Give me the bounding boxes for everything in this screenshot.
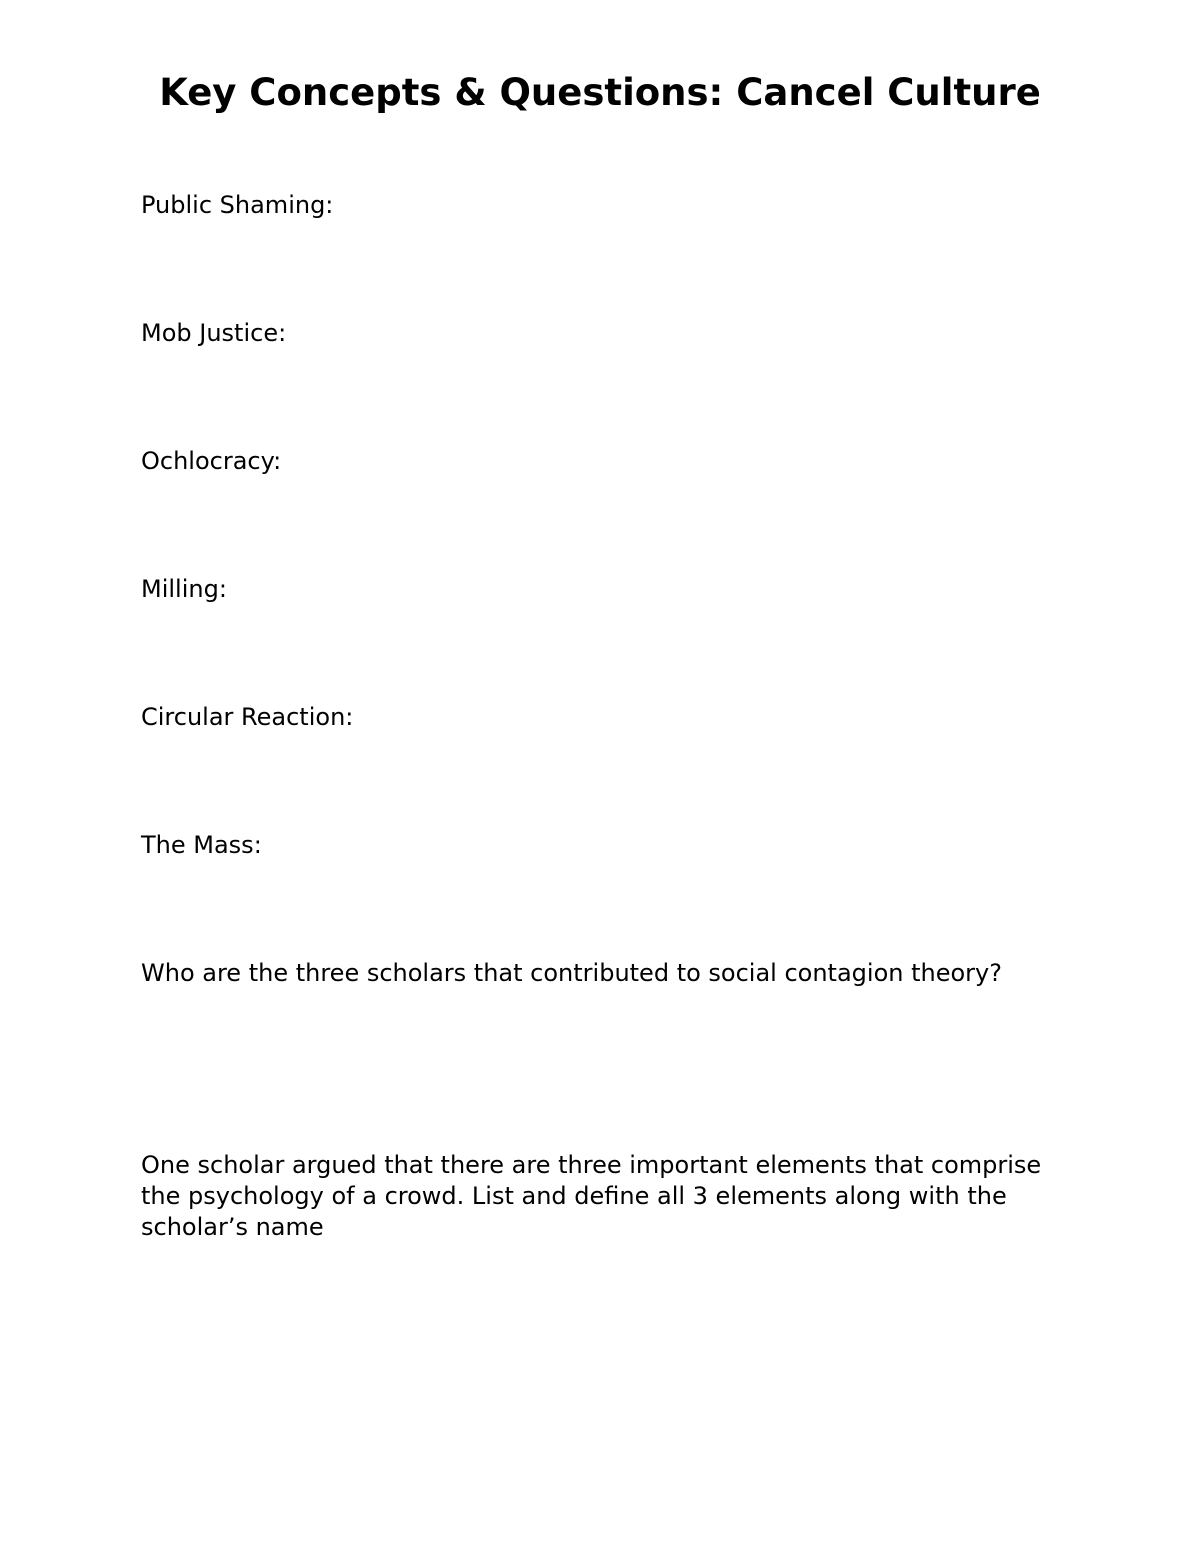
term-milling: Milling: <box>141 575 227 603</box>
term-ochlocracy: Ochlocracy: <box>141 447 282 475</box>
term-circular-reaction: Circular Reaction: <box>141 703 354 731</box>
question-social-contagion-scholars: Who are the three scholars that contributed to social contagion theory? <box>141 959 1002 987</box>
term-mob-justice: Mob Justice: <box>141 319 287 347</box>
term-public-shaming: Public Shaming: <box>141 191 334 219</box>
page-title: Key Concepts & Questions: Cancel Culture <box>159 71 1041 114</box>
term-the-mass: The Mass: <box>141 831 262 859</box>
question-crowd-psychology-elements: One scholar argued that there are three important elements that comprise the psychology of a crowd. List and define all 3 elements along with the scholar’s name <box>141 1151 1042 1241</box>
